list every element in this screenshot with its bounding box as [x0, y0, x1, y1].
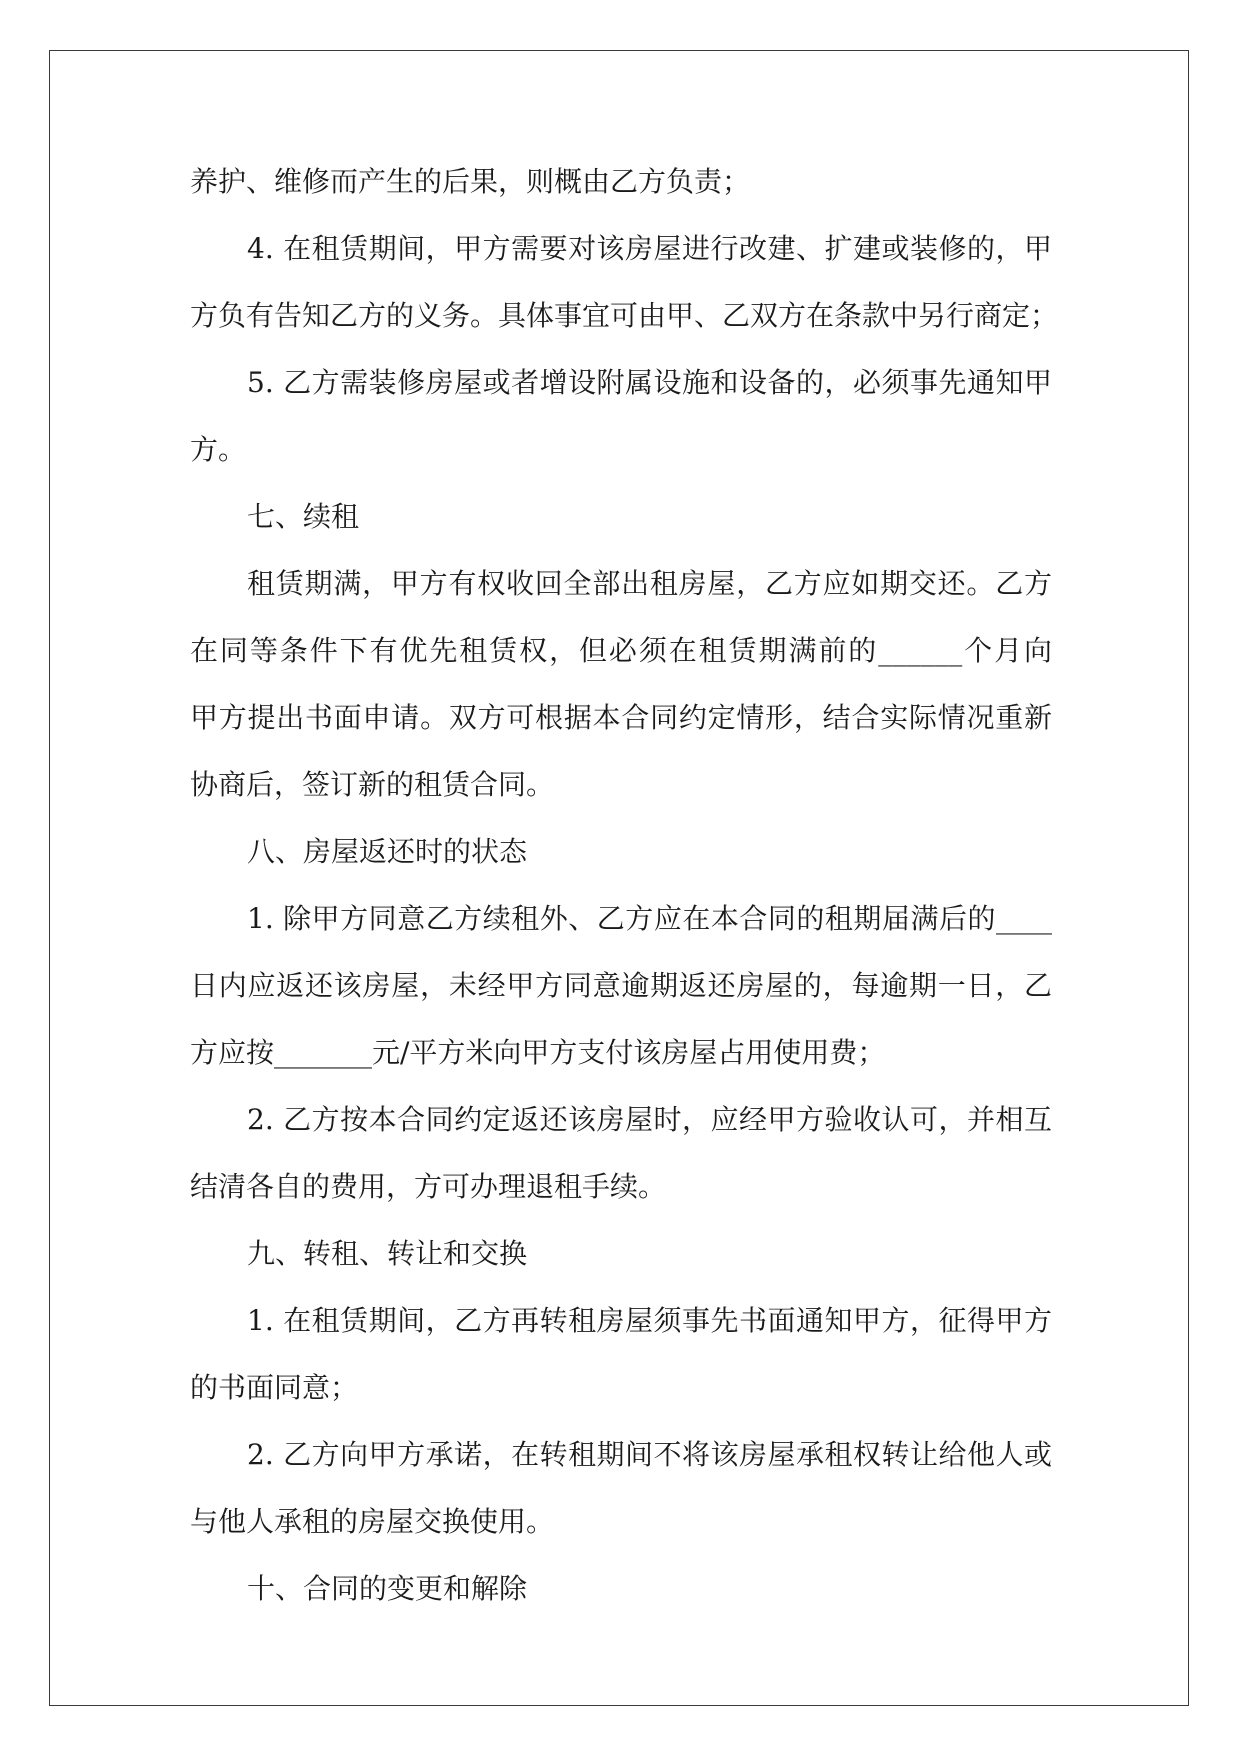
paragraph-line: 与他人承租的房屋交换使用。	[190, 1505, 555, 1538]
section-heading: 九、转租、转让和交换	[247, 1237, 528, 1270]
paragraph-line: 4. 在租赁期间，甲方需要对该房屋进行改建、扩建或装修的，甲	[247, 232, 1052, 265]
paragraph-line: 甲方提出书面申请。双方可根据本合同约定情形，结合实际情况重新	[190, 701, 1052, 734]
paragraph-line: 的书面同意；	[190, 1371, 359, 1404]
paragraph-line: 日内应返还该房屋，未经甲方同意逾期返还房屋的，每逾期一日，乙	[190, 969, 1052, 1002]
paragraph-line: 2. 乙方向甲方承诺，在转租期间不将该房屋承租权转让给他人或	[247, 1438, 1052, 1471]
paragraph-line: 1. 在租赁期间，乙方再转租房屋须事先书面通知甲方，征得甲方	[247, 1304, 1052, 1337]
paragraph-line: 养护、维修而产生的后果，则概由乙方负责；	[190, 165, 751, 198]
paragraph-line: 2. 乙方按本合同约定返还该房屋时，应经甲方验收认可，并相互	[247, 1103, 1052, 1136]
paragraph-line: 方。	[190, 433, 247, 466]
paragraph-line: 1. 除甲方同意乙方续租外、乙方应在本合同的租期届满后的____	[247, 902, 1052, 935]
paragraph-line: 协商后，签订新的租赁合同。	[190, 768, 555, 801]
paragraph-line: 租赁期满，甲方有权收回全部出租房屋，乙方应如期交还。乙方	[247, 567, 1052, 600]
paragraph-line: 5. 乙方需装修房屋或者增设附属设施和设备的，必须事先通知甲	[247, 366, 1052, 399]
paragraph-line: 方应按_______元/平方米向甲方支付该房屋占用使用费；	[190, 1036, 886, 1069]
section-heading: 八、房屋返还时的状态	[247, 835, 528, 868]
paragraph-line: 结清各自的费用，方可办理退租手续。	[190, 1170, 667, 1203]
paragraph-line: 方负有告知乙方的义务。具体事宜可由甲、乙双方在条款中另行商定；	[190, 299, 1059, 332]
section-heading: 十、合同的变更和解除	[247, 1572, 528, 1605]
paragraph-line: 在同等条件下有优先租赁权，但必须在租赁期满前的______个月向	[190, 634, 1052, 667]
section-heading: 七、续租	[247, 500, 360, 533]
document-body	[190, 148, 1059, 1622]
